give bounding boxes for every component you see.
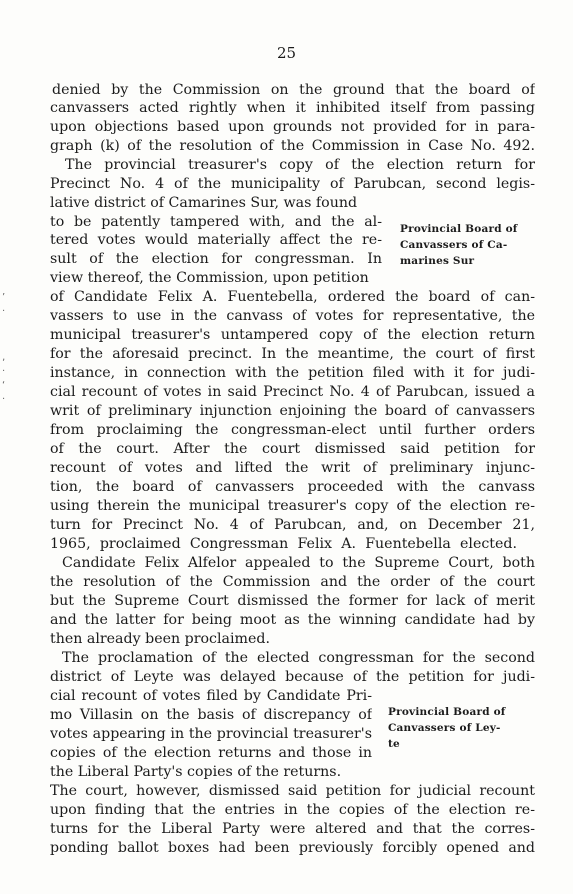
text-line: instance, in connection with the petition filed with it for judi-: [50, 365, 535, 381]
text-line: and the latter for being moot as the winning candidate had by: [50, 612, 535, 628]
text-line: canvassers acted rightly when it inhibited itself from passing: [50, 100, 535, 116]
text-line: of Candidate Felix A. Fuentebella, ordered the board of can-: [50, 289, 535, 305]
sidenote-line: Provincial Board of: [388, 706, 506, 718]
page-number: 25: [276, 44, 297, 62]
sidenote-line: Provincial Board of: [400, 223, 518, 235]
text-line: to be patently tampered with, and the al-: [50, 214, 382, 230]
text-line: municipal treasurer's untampered copy of the election return: [50, 327, 535, 343]
text-line: denied by the Commission on the ground that the board of: [52, 82, 535, 98]
text-line: for the aforesaid precinct. In the meantime, the court of first: [50, 346, 535, 362]
text-line: of the court. After the court dismissed said petition for: [50, 441, 535, 457]
scan-mark: ·: [2, 366, 6, 377]
text-line: vassers to use in the canvass of votes for representative, the: [50, 308, 535, 324]
text-line: mo Villasin on the basis of discrepancy of: [50, 707, 372, 723]
sidenote-line: marines Sur: [400, 255, 475, 267]
text-line: writ of preliminary injunction enjoining the board of canvassers: [50, 403, 535, 419]
text-line: but the Supreme Court dismissed the former for lack of merit: [50, 593, 535, 609]
text-line: turn for Precinct No. 4 of Parubcan, and, on December 21,: [50, 517, 535, 533]
text-line: the Liberal Party's copies of the returns.: [50, 764, 342, 780]
text-line: The provincial treasurer's copy of the election return for: [65, 157, 535, 173]
scan-mark: ’: [2, 292, 6, 303]
text-line: from proclaiming the congressman-elect until further orders: [50, 422, 535, 438]
text-line: The proclamation of the elected congressman for the second: [62, 650, 535, 666]
scan-mark: ‚: [2, 352, 6, 363]
scan-mark: ·: [2, 394, 6, 405]
text-line: votes appearing in the provincial treasurer's: [50, 726, 372, 742]
text-line: graph (k) of the resolution of the Commission in Case No. 492.: [50, 138, 535, 154]
text-line: recount of votes and lifted the writ of preliminary injunc-: [50, 460, 535, 476]
text-line: cial recount of votes filed by Candidate Pri-: [50, 688, 372, 704]
text-line: view thereof, the Commission, upon petition: [50, 270, 369, 286]
text-line: The court, however, dismissed said petition for judicial recount: [50, 783, 535, 799]
sidenote-line: te: [388, 738, 400, 750]
sidenote-line: Canvassers of Ca-: [400, 239, 508, 251]
text-line: Candidate Felix Alfelor appealed to the Supreme Court, both: [62, 555, 535, 571]
text-line: tered votes would materially affect the re-: [50, 232, 382, 248]
text-line: then already been proclaimed.: [50, 631, 270, 647]
text-line: turns for the Liberal Party were altered and that the corres-: [50, 821, 535, 837]
text-line: upon finding that the entries in the copies of the election re-: [50, 802, 535, 818]
text-line: copies of the election returns and those in: [50, 745, 372, 761]
scan-mark: ‘: [2, 380, 6, 391]
text-line: lative district of Camarines Sur, was found: [50, 195, 358, 211]
text-line: 1965, proclaimed Congressman Felix A. Fuentebella elected.: [50, 536, 517, 552]
text-line: ponding ballot boxes had been previously forcibly opened and: [50, 840, 535, 856]
scan-mark: ·: [2, 306, 6, 317]
text-line: sult of the election for congressman. In: [50, 251, 382, 267]
text-line: district of Leyte was delayed because of the petition for judi-: [50, 669, 535, 685]
text-line: using therein the municipal treasurer's copy of the election re-: [50, 498, 535, 514]
text-line: tion, the board of canvassers proceeded with the canvass: [50, 479, 535, 495]
text-line: Precinct No. 4 of the municipality of Parubcan, second legis-: [50, 176, 535, 192]
text-line: the resolution of the Commission and the order of the court: [50, 574, 535, 590]
text-line: cial recount of votes in said Precinct No. 4 of Parubcan, issued a: [50, 384, 535, 400]
text-line: upon objections based upon grounds not provided for in para-: [50, 119, 535, 135]
sidenote-line: Canvassers of Ley-: [388, 722, 501, 734]
